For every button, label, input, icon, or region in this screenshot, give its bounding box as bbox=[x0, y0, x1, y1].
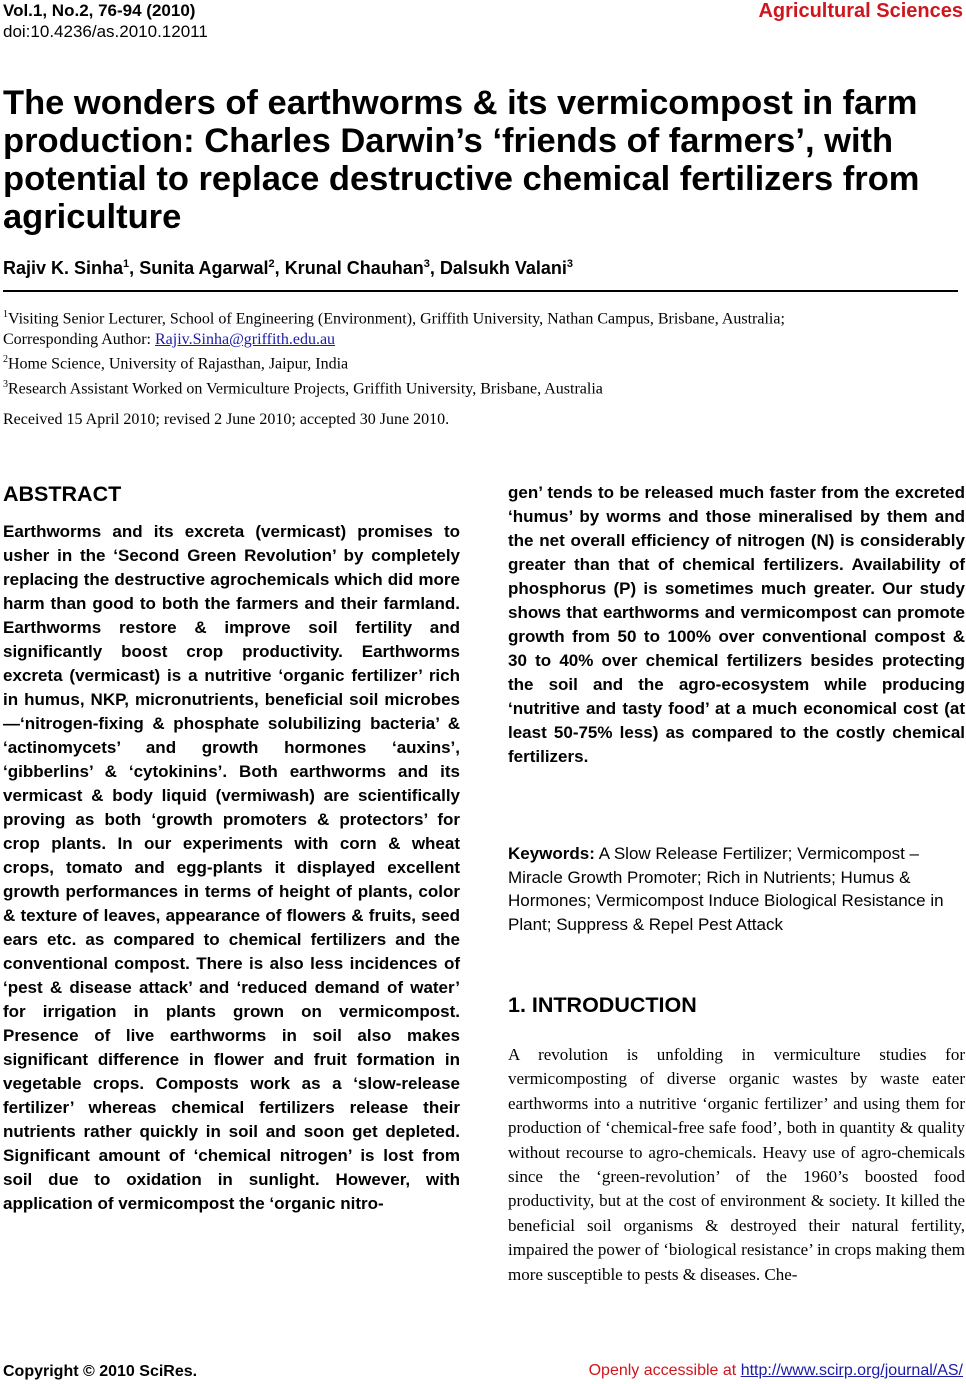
author-affil-sup: 1 bbox=[123, 258, 130, 270]
affiliation-text: Visiting Senior Lecturer, School of Engineering (Environment), Griffith University, Nathan Campus, Brisbane, Australia; bbox=[8, 310, 785, 328]
author-list bbox=[3, 258, 573, 279]
keywords bbox=[508, 842, 965, 936]
volume-info: Vol.1, No.2, 76-94 (2010) bbox=[3, 1, 196, 20]
abstract-heading: ABSTRACT bbox=[3, 482, 122, 506]
affiliation-sup: 3 bbox=[3, 379, 8, 391]
open-access-notice bbox=[589, 1362, 963, 1380]
author-separator: , bbox=[129, 258, 140, 278]
affiliations bbox=[3, 305, 963, 400]
paper-title: The wonders of earthworms & its vermicompost in farm production: Charles Darwin’s ‘friends of farmers’, with potential to replace destructive chemical fertilizers from agriculture bbox=[3, 84, 920, 236]
author-affil-sup: 3 bbox=[566, 258, 574, 270]
affiliation-2 bbox=[3, 350, 963, 375]
corresponding-email-link[interactable]: Rajiv.Sinha@griffith.edu.au bbox=[155, 330, 336, 348]
introduction-heading: 1. INTRODUCTION bbox=[508, 993, 697, 1017]
journal-url-link[interactable]: http://www.scirp.org/journal/AS/ bbox=[740, 1362, 963, 1379]
keywords-label: Keywords: bbox=[508, 844, 595, 863]
author-name: Sunita Agarwal bbox=[139, 258, 269, 278]
author-name: Dalsukh Valani bbox=[439, 258, 567, 278]
author-affil-sup: 3 bbox=[423, 258, 430, 270]
author-name: Krunal Chauhan bbox=[284, 258, 424, 278]
author-affil-sup: 2 bbox=[268, 258, 275, 270]
received-dates: Received 15 April 2010; revised 2 June 2010; accepted 30 June 2010. bbox=[3, 411, 450, 428]
affiliation-sup: 2 bbox=[3, 354, 8, 366]
author-separator: , bbox=[429, 258, 440, 278]
copyright: Copyright © 2010 SciRes. bbox=[3, 1363, 198, 1380]
title-divider bbox=[3, 290, 958, 292]
journal-citation bbox=[3, 0, 208, 42]
author-separator: , bbox=[274, 258, 285, 278]
open-access-label: Openly accessible at bbox=[588, 1362, 741, 1379]
affiliation-1 bbox=[3, 305, 963, 330]
keywords-text: A Slow Release Fertilizer; Vermicompost – Miracle Growth Promoter; Rich in Nutrients; Humus & Hormones; Vermicompost Induce Biological Resistance in Plant; Suppress & Repel Pest Attack bbox=[508, 844, 944, 934]
journal-name: Agricultural Sciences bbox=[758, 0, 963, 22]
abstract-text-right-column: gen’ tends to be released much faster from the excreted ‘humus’ by worms and those mineralised by them and the net overall efficiency of nitrogen (N) is considerably greater than that of chemical fertilizers. Availability of phosphorus (P) is sometimes much greater. Our study shows that earthworms and vermicompost can promote growth from 50 to 100% over conventional compost & 30 to 40% over chemical fertilizers besides protecting the soil and the agro-ecosystem while producing ‘nutritive and tasty food’ at a much economical cost (at least 50-75% less) as compared to the costly chemical fertilizers. bbox=[508, 483, 965, 766]
affiliation-text: Home Science, University of Rajasthan, Jaipur, India bbox=[8, 355, 349, 373]
corresponding-author bbox=[3, 330, 963, 351]
affiliation-sup: 1 bbox=[3, 309, 8, 320]
corresponding-label: Corresponding Author: bbox=[3, 330, 155, 348]
author-name: Rajiv K. Sinha bbox=[3, 258, 124, 278]
introduction-text: A revolution is unfolding in vermiculture studies for vermicomposting of diverse organic wastes by waste eater earthworms into a nutritive ‘organic fertilizer’ and using them for production of ‘chemical-free safe food’, both in quantity & quality without recourse to agro-chemicals. Heavy use of agro-chemicals since the ‘green-revolution’ of the 1960’s boosted food productivity, but at the cost of environment & society. It killed the beneficial soil organisms & destroyed their natural fertility, impaired the power of ‘biological resistance’ in crops making them more susceptible to pests & diseases. Che- bbox=[508, 1045, 965, 1284]
affiliation-text: Research Assistant Worked on Vermiculture Projects, Griffith University, Brisbane, Australia bbox=[8, 380, 603, 398]
abstract-text-left-column: Earthworms and its excreta (vermicast) promises to usher in the ‘Second Green Revolution’ by completely replacing the destructive agrochemicals which did more harm than good to both the farmers and their farmland. Earthworms restore & improve soil fertility and significantly boost crop productivity. Earthworms excreta (vermicast) is a nutritive ‘organic fertilizer’ rich in humus, NKP, micronutrients, beneficial soil microbes—‘nitrogen-fixing & phosphate solubilizing bacteria’ & ‘actinomycets’ and growth hormones ‘auxins’, ‘gibberlins’ & ‘cytokinins’. Both earthworms and its vermicast & body liquid (vermiwash) are scientifically proving as both ‘growth promoters & protectors’ for crop plants. In our experiments with corn & wheat crops, tomato and egg-plants it displayed excellent growth performances in terms of height of plants, color & texture of leaves, appearance of flowers & fruits, seed ears etc. as compared to chemical fertilizers and the conventional compost. There is also less incidences of ‘pest & disease attack’ and ‘reduced demand of water’ for irrigation in plants grown on vermicompost. Presence of live earthworms in soil also makes significant difference in flower and fruit formation in vegetable crops. Composts work as a ‘slow-release fertilizer’ whereas chemical fertilizers release their nutrients rather quickly in soil and soon get depleted. Significant amount of ‘chemical nitrogen’ is lost from soil due to oxidation in sunlight. However, with application of vermicompost the ‘organic nitro- bbox=[3, 522, 460, 1213]
doi: doi:10.4236/as.2010.12011 bbox=[3, 22, 208, 41]
affiliation-3 bbox=[3, 375, 963, 400]
